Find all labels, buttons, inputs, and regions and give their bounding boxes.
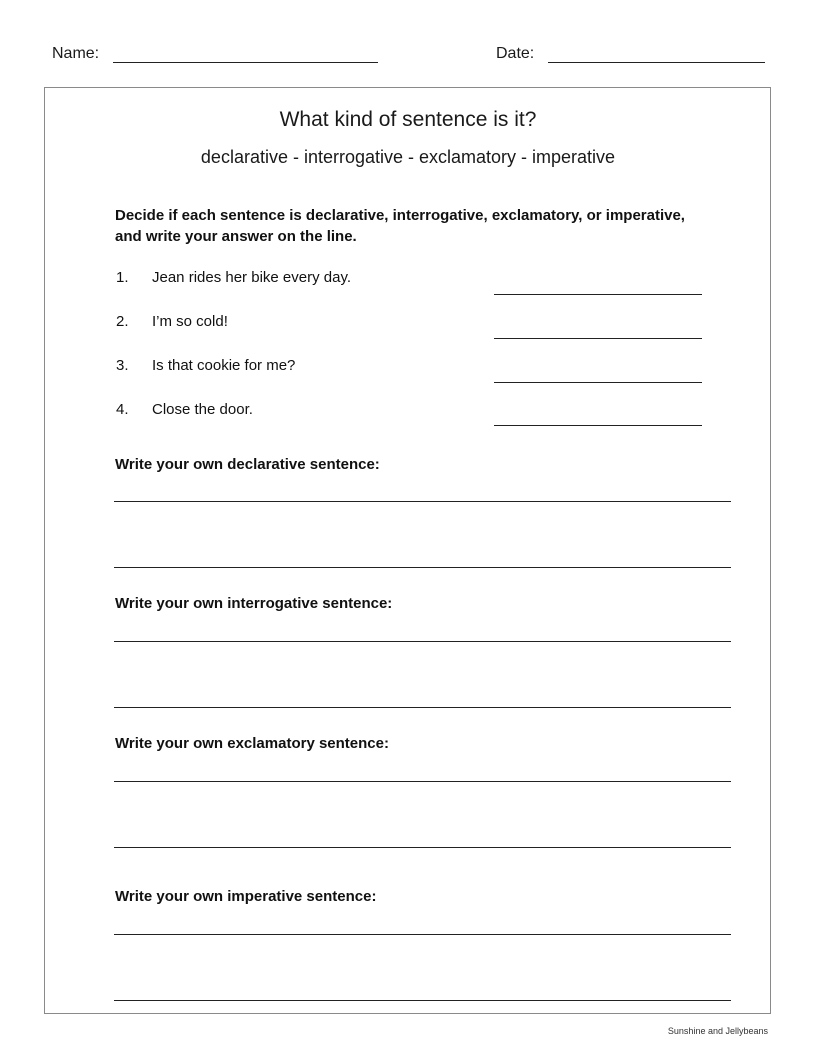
writing-line[interactable] [114, 847, 731, 848]
writing-line[interactable] [114, 501, 731, 502]
answer-line-2[interactable] [494, 338, 702, 339]
item-sentence: Close the door. [152, 401, 253, 418]
item-number: 1. [116, 269, 129, 286]
imperative-prompt: Write your own imperative sentence: [115, 888, 377, 905]
writing-line[interactable] [114, 707, 731, 708]
answer-line-1[interactable] [494, 294, 702, 295]
date-label: Date: [496, 45, 535, 62]
worksheet-title: What kind of sentence is it? [279, 108, 537, 131]
sentence-types-subtitle: declarative - interrogative - exclamatory - imperative [200, 147, 616, 167]
writing-line[interactable] [114, 641, 731, 642]
item-sentence: I’m so cold! [152, 313, 228, 330]
answer-line-3[interactable] [494, 382, 702, 383]
item-sentence: Jean rides her bike every day. [152, 269, 351, 286]
interrogative-prompt: Write your own interrogative sentence: [115, 595, 393, 612]
date-field[interactable] [548, 62, 765, 63]
writing-line[interactable] [114, 934, 731, 935]
item-number: 2. [116, 313, 129, 330]
name-label: Name: [52, 45, 100, 62]
writing-line[interactable] [114, 781, 731, 782]
declarative-prompt: Write your own declarative sentence: [115, 456, 380, 473]
name-field[interactable] [113, 62, 378, 63]
instructions: Decide if each sentence is declarative, interrogative, exclamatory, or imperative, and write your answer on the line. [115, 207, 685, 245]
item-sentence: Is that cookie for me? [152, 357, 296, 374]
footer-credit: Sunshine and Jellybeans [667, 1026, 768, 1036]
item-number: 3. [116, 357, 129, 374]
exclamatory-prompt: Write your own exclamatory sentence: [115, 735, 389, 752]
writing-line[interactable] [114, 1000, 731, 1001]
writing-line[interactable] [114, 567, 731, 568]
item-number: 4. [116, 401, 129, 418]
answer-line-4[interactable] [494, 425, 702, 426]
